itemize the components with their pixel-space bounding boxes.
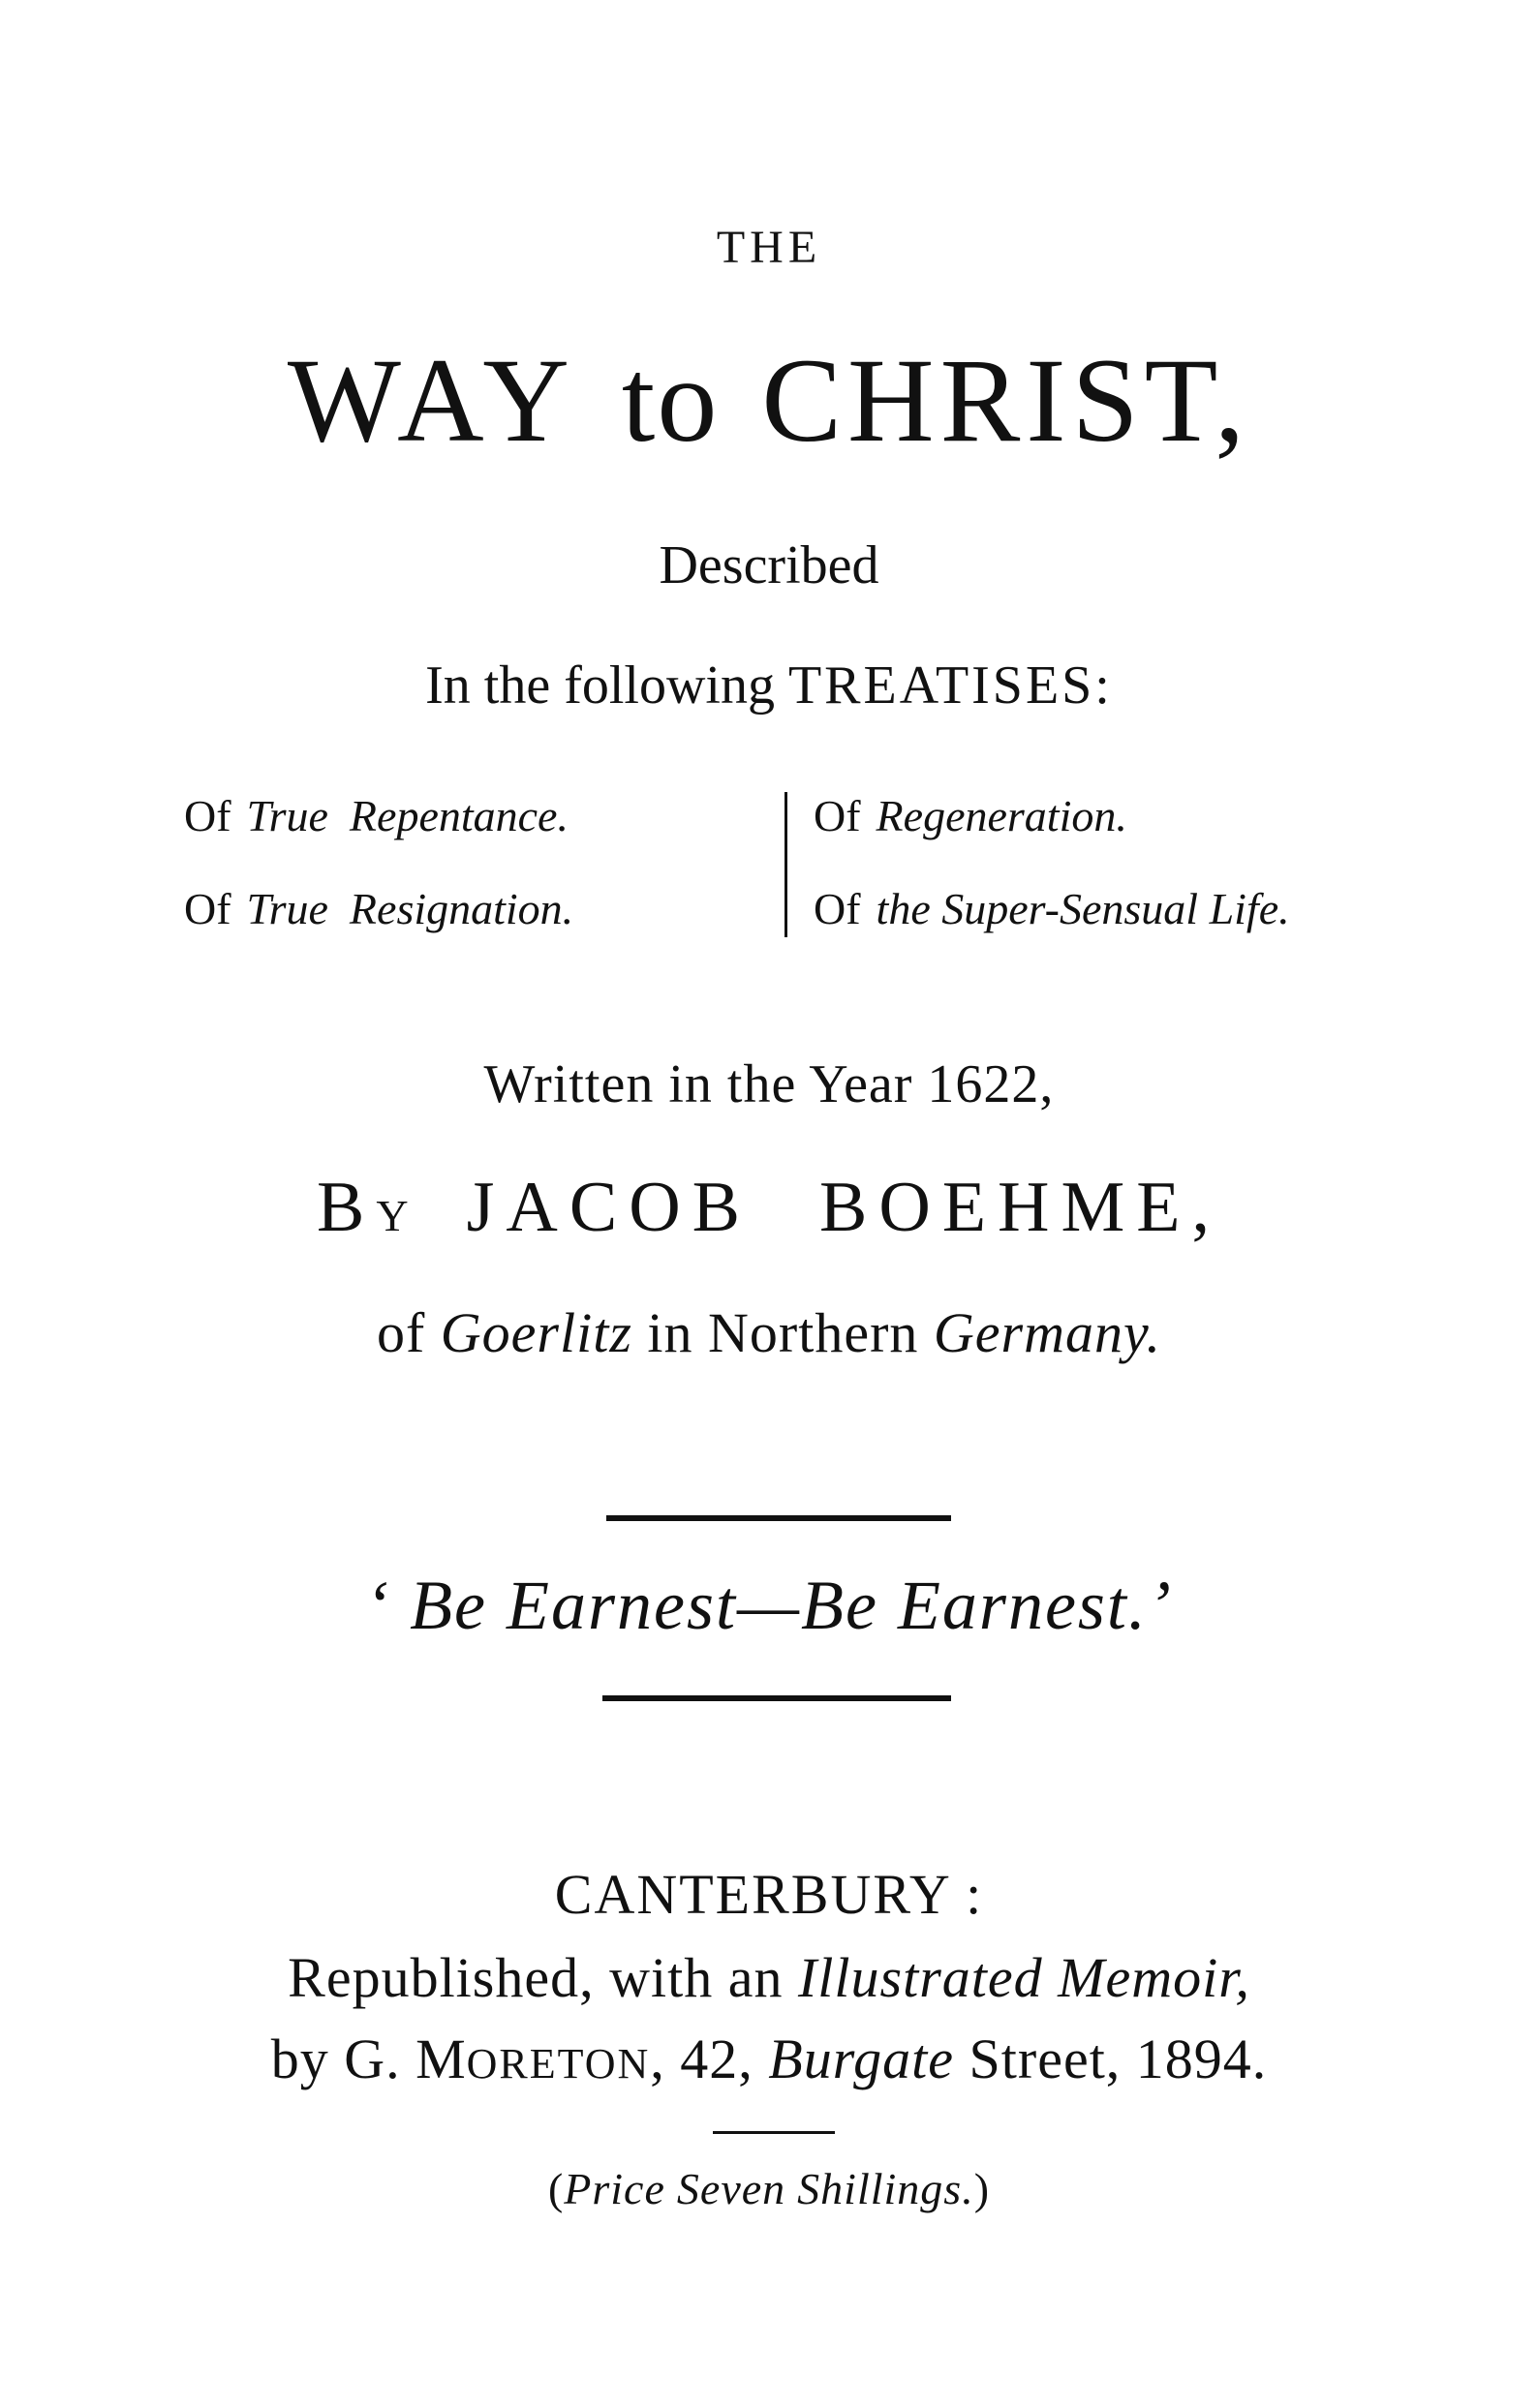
price-line (0, 2164, 1538, 2213)
origin-in-northern: in Northern (647, 1301, 919, 1364)
treatises-left-column (184, 791, 574, 980)
publisher-address: , 42, (650, 2027, 754, 2090)
treatise-of: Of (184, 791, 231, 840)
price-word: Shillings. (797, 2164, 974, 2213)
treatise-word: Regeneration. (876, 791, 1127, 840)
publisher-year: Street, 1894. (969, 2027, 1268, 2090)
divider-rule-bottom (602, 1695, 951, 1701)
republished-prefix: Republished, with an (288, 1946, 784, 2009)
price-word: Price (564, 2164, 665, 2213)
publisher-line (0, 2027, 1538, 2090)
treatises-word: TREATISES: (787, 655, 1113, 716)
author-first-name: JACOB (466, 1168, 753, 1247)
republished-line (0, 1946, 1538, 2009)
column-divider (784, 792, 787, 937)
main-title (0, 334, 1538, 467)
treatise-word: Resignation. (349, 884, 574, 933)
treatise-of: Of (814, 884, 861, 933)
origin-line (0, 1301, 1538, 1364)
by-initial: B (317, 1168, 377, 1247)
motto: ‘ Be Earnest—Be Earnest.’ (365, 1567, 1173, 1644)
described-line: Described (659, 535, 879, 595)
price-paren-open: ( (547, 2164, 565, 2213)
treatises-right-column (814, 791, 1290, 980)
treatise-word: Repentance. (349, 791, 569, 840)
imprint-place: CANTERBURY : (554, 1863, 984, 1926)
title-word-way: WAY (287, 334, 579, 467)
treatise-article: the (876, 884, 931, 933)
price-paren-close: ) (973, 2164, 991, 2213)
publisher-street-name: Burgate (768, 2027, 955, 2090)
origin-of: of (376, 1301, 426, 1364)
publisher-prefix: by G. M (270, 2027, 467, 2090)
author-line (0, 1168, 1538, 1247)
treatise-word: True (246, 884, 328, 933)
treatise-word: True (246, 791, 328, 840)
origin-country: Germany. (933, 1301, 1162, 1364)
treatise-item (814, 791, 1290, 887)
origin-town: Goerlitz (440, 1301, 632, 1364)
treatise-of: Of (814, 791, 861, 840)
treatise-of: Of (184, 884, 231, 933)
divider-rule-top (606, 1515, 951, 1521)
treatise-item (184, 791, 573, 887)
written-year-line: Written in the Year 1622, (483, 1054, 1055, 1114)
publisher-name-smallcaps: ORETON (466, 2040, 651, 2088)
divider-rule-small (713, 2131, 835, 2134)
in-following-prefix: In the following (425, 655, 775, 716)
author-last-name: BOEHME, (819, 1168, 1221, 1247)
treatise-item (184, 884, 574, 980)
price-word: Seven (676, 2164, 786, 2213)
header-the: THE (716, 222, 822, 273)
treatise-word: Super-Sensual Life. (941, 884, 1290, 933)
title-word-to: to (621, 334, 720, 467)
title-word-christ: CHRIST, (761, 334, 1251, 467)
treatise-item (814, 884, 1290, 980)
in-following-treatises-line (0, 655, 1538, 716)
by-small-caps: Y (376, 1191, 420, 1240)
republished-memoir: Illustrated Memoir, (797, 1946, 1250, 2009)
